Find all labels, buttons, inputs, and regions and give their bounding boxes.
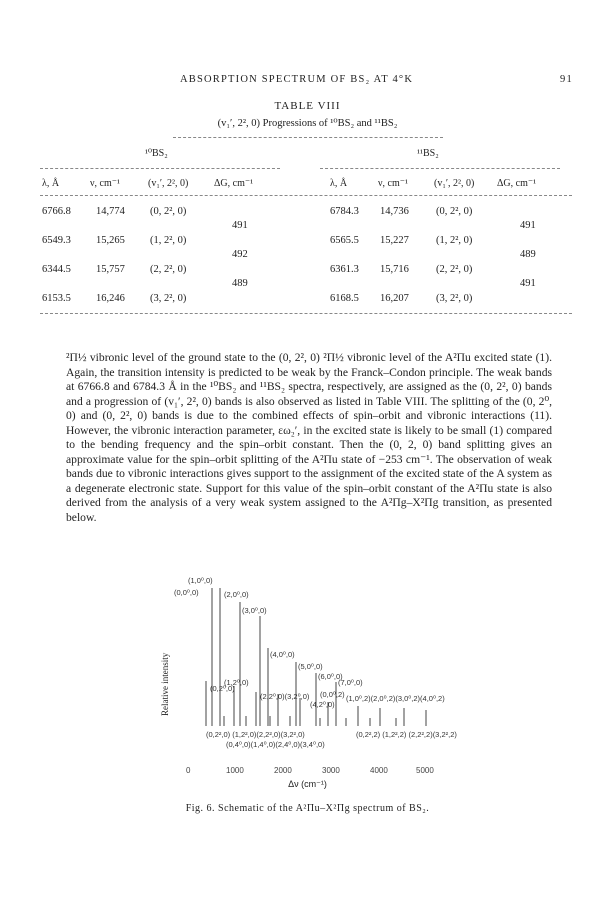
figure-caption: Fig. 6. Schematic of the A²Πu–X²Πg spectrum of BS₂. <box>185 803 430 814</box>
x-tick: 2000 <box>274 766 292 775</box>
band-label: (2,2⁰,0)(3,2⁰,0) <box>260 692 310 701</box>
cell: (3, 2², 0) <box>150 293 187 304</box>
cell: 15,716 <box>380 264 409 275</box>
delta-g-10: 491 <box>232 220 248 231</box>
table-rule-top <box>173 137 443 138</box>
delta-g-11: 491 <box>520 278 536 289</box>
col-header: λ, Å <box>42 178 60 189</box>
cell: 15,757 <box>96 264 125 275</box>
cell: 14,736 <box>380 206 409 217</box>
header-rule <box>40 195 572 196</box>
col-header: (v₁′, 2², 0) <box>434 178 475 189</box>
cell: (0, 2², 0) <box>436 206 473 217</box>
y-axis-label: Relative intensity <box>160 652 170 716</box>
col-header: ν, cm⁻¹ <box>90 178 121 189</box>
cell: 6344.5 <box>42 264 71 275</box>
page-number: 91 <box>560 74 573 85</box>
cell: 6153.5 <box>42 293 71 304</box>
cell: 6784.3 <box>330 206 359 217</box>
cell: 14,774 <box>96 206 125 217</box>
cell: 6565.5 <box>330 235 359 246</box>
band-label: (1,0⁰,2)(2,0⁰,2)(3,0⁰,2)(4,0⁰,2) <box>346 694 445 703</box>
cell: 15,265 <box>96 235 125 246</box>
group-label-11: ¹¹BS₂ <box>417 148 439 159</box>
band-label: (3,0⁰,0) <box>242 606 267 615</box>
figure-6 <box>160 566 480 796</box>
x-tick: 3000 <box>322 766 340 775</box>
cell: 16,207 <box>380 293 409 304</box>
delta-g-10: 489 <box>232 278 248 289</box>
band-label: (1,0⁰,0) <box>188 576 213 585</box>
group-rule-11 <box>320 168 560 169</box>
body-paragraph <box>66 351 552 525</box>
cell: (3, 2², 0) <box>436 293 473 304</box>
col-header: λ, Å <box>330 178 348 189</box>
cell: 6766.8 <box>42 206 71 217</box>
cell: 6549.3 <box>42 235 71 246</box>
band-label: (1,2⁰,0) <box>224 678 249 687</box>
band-label: (0,2²,0) (1,2²,0)(2,2²,0)(3,2²,0) <box>206 730 305 739</box>
col-header: (v₁′, 2², 0) <box>148 178 189 189</box>
cell: (2, 2², 0) <box>436 264 473 275</box>
group-rule-10 <box>40 168 280 169</box>
body-text: ²Π½ vibronic level of the ground state to the (0, 2², 0) ²Π½ vibronic level of the A²Πu excited state (1). Again, the transition intensity is predicted to be weak by the Franck–Condon principle. The weak bands at 6766.8 and 6784.3 Å in the ¹⁰BS₂ and ¹¹BS₂ spectra, respectively, are assigned as the (0, 2², 0) bands and a progression of (v₁′, 2², 0) bands is also observed as listed in Table VIII. The splitting of the (0, 2⁰, 0) and (0, 2², 0) bands is due to the combined effects of spin–orbit and vibronic interactions (11). However, the vibronic interaction parameter, εω₂′, in the excited state is likely to be small (1) compared to the bending frequency and the spin–orbit constant. Then the (0, 2, 0) band splitting gives an approximate value for the spin–orbit splitting of the A²Πu state of −253 cm⁻¹. The observation of weak bands due to vibronic interactions gives support to the assignment of the excited state of the A system as a degenerate electronic state. Support for this value of the spin–orbit constant of the A²Πu state is also derived from the analysis of a very weak system assigned to the A²Πg–X²Πg transition, as presented below. <box>66 351 552 524</box>
cell: 16,246 <box>96 293 125 304</box>
x-tick: 0 <box>186 766 191 775</box>
band-label: (0,2²,2) (1,2²,2) (2,2²,2)(3,2²,2) <box>356 730 457 739</box>
cell: (0, 2², 0) <box>150 206 187 217</box>
band-label: (0,0⁰,0) <box>174 588 199 597</box>
band-label: (0,4⁰,0)(1,4⁰,0)(2,4⁰,0)(3,4⁰,0) <box>226 740 325 749</box>
col-header: ΔG, cm⁻¹ <box>214 178 254 189</box>
band-label: (0,0⁰,2) <box>320 690 345 699</box>
band-label: (5,0⁰,0) <box>298 662 323 671</box>
delta-g-11: 489 <box>520 249 536 260</box>
band-label: (4,0⁰,0) <box>270 650 295 659</box>
cell: (1, 2², 0) <box>436 235 473 246</box>
cell: 6168.5 <box>330 293 359 304</box>
x-tick: 4000 <box>370 766 388 775</box>
col-header: ΔG, cm⁻¹ <box>497 178 537 189</box>
x-axis-label: Δν (cm⁻¹) <box>288 779 327 789</box>
cell: (2, 2², 0) <box>150 264 187 275</box>
band-label: (2,0⁰,0) <box>224 590 249 599</box>
x-tick: 5000 <box>416 766 434 775</box>
delta-g-10: 492 <box>232 249 248 260</box>
table-title: TABLE VIII <box>274 100 341 112</box>
band-label: (7,0⁰,0) <box>338 678 363 687</box>
delta-g-11: 491 <box>520 220 536 231</box>
band-label: (6,0⁰,0) <box>318 672 343 681</box>
col-header: ν, cm⁻¹ <box>378 178 409 189</box>
cell: (1, 2², 0) <box>150 235 187 246</box>
band-label: (4,2⁰,0) <box>310 700 335 709</box>
group-label-10: ¹⁰BS₂ <box>145 148 168 159</box>
table-rule-bottom <box>40 313 572 314</box>
cell: 15,227 <box>380 235 409 246</box>
spectrum-lines <box>160 566 480 756</box>
x-tick: 1000 <box>226 766 244 775</box>
cell: 6361.3 <box>330 264 359 275</box>
running-title: ABSORPTION SPECTRUM OF BS₂ AT 4°K <box>180 74 414 85</box>
table-caption: (v₁′, 2², 0) Progressions of ¹⁰BS₂ and ¹¹BS₂ <box>217 118 398 129</box>
band-label: (0,2⁰,0) <box>210 684 235 693</box>
